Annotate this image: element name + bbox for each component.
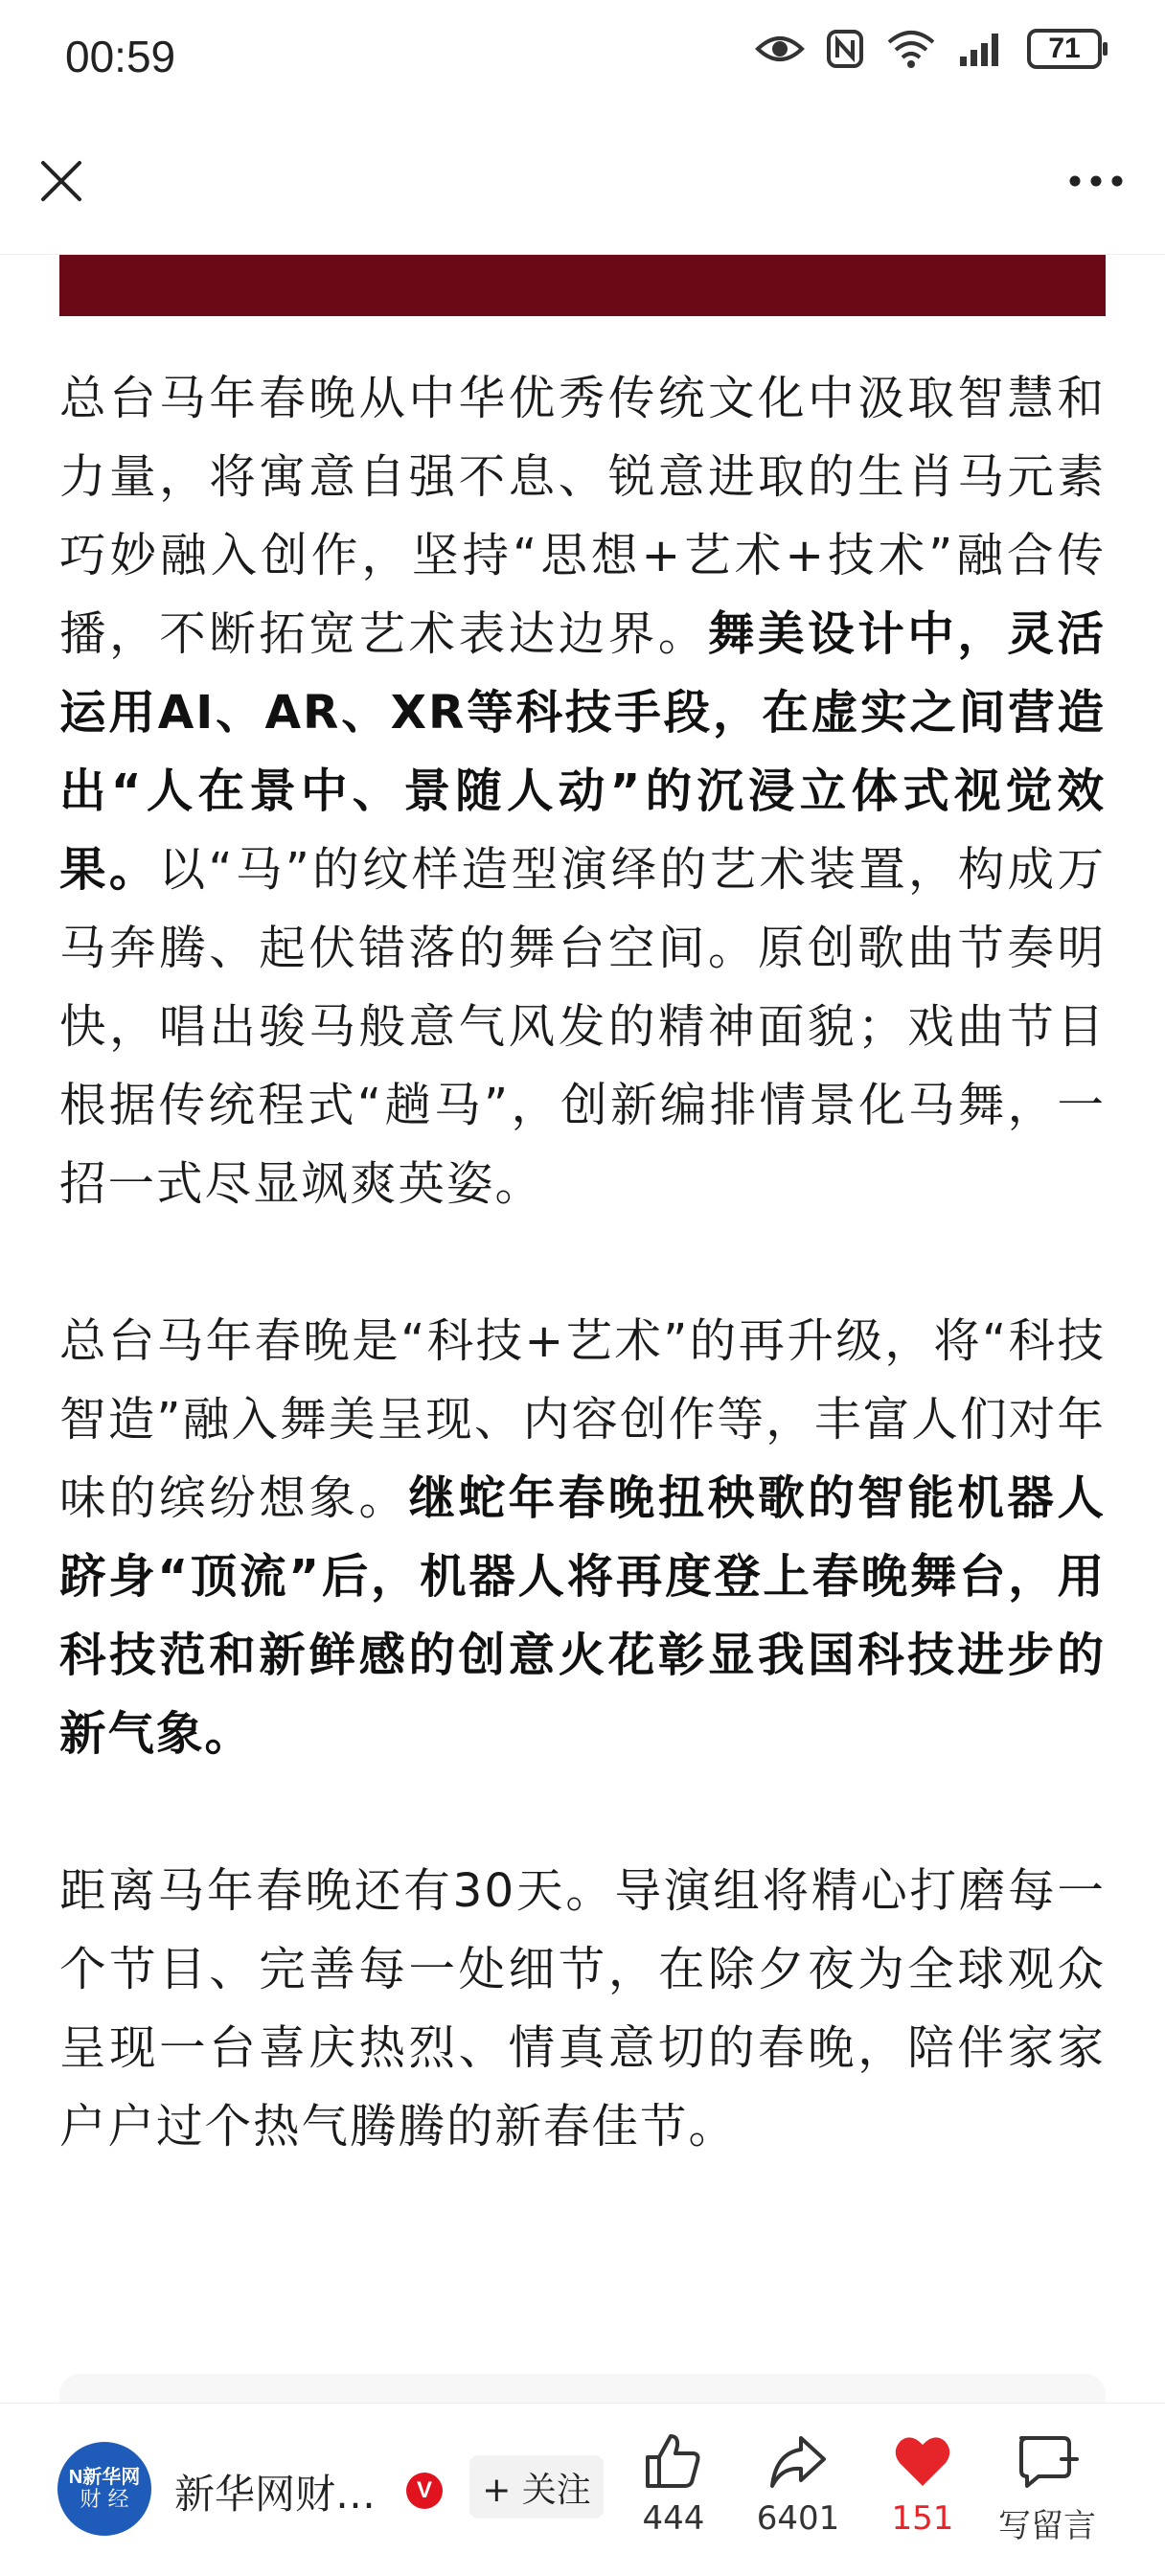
like-button[interactable] [621,2432,726,2538]
nfc-icon [826,29,864,69]
close-button[interactable] [33,152,90,210]
paragraph-text: 以“马”的纹样造型演绎的艺术装置，构成万马奔腾、起伏错落的舞台空间。原创歌曲节奏明快，唱出骏马般意气风发的精神面貌；戏曲节目根据传统程式“趟马”，创新编排情景化马舞，一招一式尽显飒爽英姿。 [59,843,1106,1211]
more-button[interactable] [1062,152,1131,210]
signal-icon [958,30,1006,68]
share-icon [768,2432,828,2490]
article-paragraph-1 [59,359,1106,1223]
comment-button[interactable] [994,2432,1100,2546]
avatar-logo-text: N新华网 [68,2467,141,2488]
article-body [59,359,1106,2245]
close-icon [39,159,83,203]
heart-icon [893,2432,952,2490]
follow-button[interactable]: + 关注 [469,2455,604,2519]
favorite-button[interactable] [870,2432,975,2538]
status-bar [0,0,1165,120]
verified-badge-icon: V [406,2473,443,2509]
top-nav [0,120,1165,255]
paragraph-text: 总台马年春晚从中华优秀传统文化中汲取智慧和力量，将寓意自强不息、锐意进取的生肖马元素巧妙融入创作，坚持“思想+艺术+技术”融合传播，不断拓宽艺术表达边界。 [59,372,1106,661]
source-avatar[interactable] [57,2442,151,2536]
battery-icon [1027,29,1102,69]
thumbs-up-icon [644,2432,703,2490]
share-count: 6401 [756,2499,840,2538]
related-card-edge [59,2374,1106,2403]
battery-level: 71 [1048,33,1081,64]
status-time: 00:59 [65,32,176,81]
eye-icon [755,30,805,68]
paragraph-text: 距离马年春晚还有30天。导演组将精心打磨每一个节目、完善每一处细节，在除夕夜为全球观众呈现一台喜庆热烈、情真意切的春晚，陪伴家家户户过个热气腾腾的新春佳节。 [59,1864,1106,2154]
source-name[interactable]: 新华网财… [174,2471,377,2518]
article-paragraph-3 [59,1852,1106,2166]
article-image-strip [59,255,1106,316]
wifi-icon [885,29,937,69]
comment-label: 写留言 [998,2507,1096,2545]
favorite-count: 151 [891,2499,954,2538]
paragraph-bold-text: 舞美设计中，灵活运用AI、AR、XR等科技手段，在虚实之间营造出“人在景中、景随人动”的沉浸立体式视觉效果。 [59,607,1106,897]
avatar-sub-text: 财 经 [80,2488,129,2512]
bottom-bar [0,2403,1165,2576]
status-icons [755,29,1102,69]
share-button[interactable] [745,2432,851,2538]
more-icon [1068,174,1124,188]
paragraph-bold-text: 继蛇年春晚扭秧歌的智能机器人跻身“顶流”后，机器人将再度登上春晚舞台，用科技范和新鲜感的创意火花彰显我国科技进步的新气象。 [59,1471,1106,1761]
article-paragraph-2 [59,1302,1106,1773]
comment-plus-icon [1016,2432,1079,2490]
like-count: 444 [642,2499,705,2538]
paragraph-text: 总台马年春晚是“科技+艺术”的再升级，将“科技智造”融入舞美呈现、内容创作等，丰富人们对年味的缤纷想象。 [59,1314,1106,1525]
